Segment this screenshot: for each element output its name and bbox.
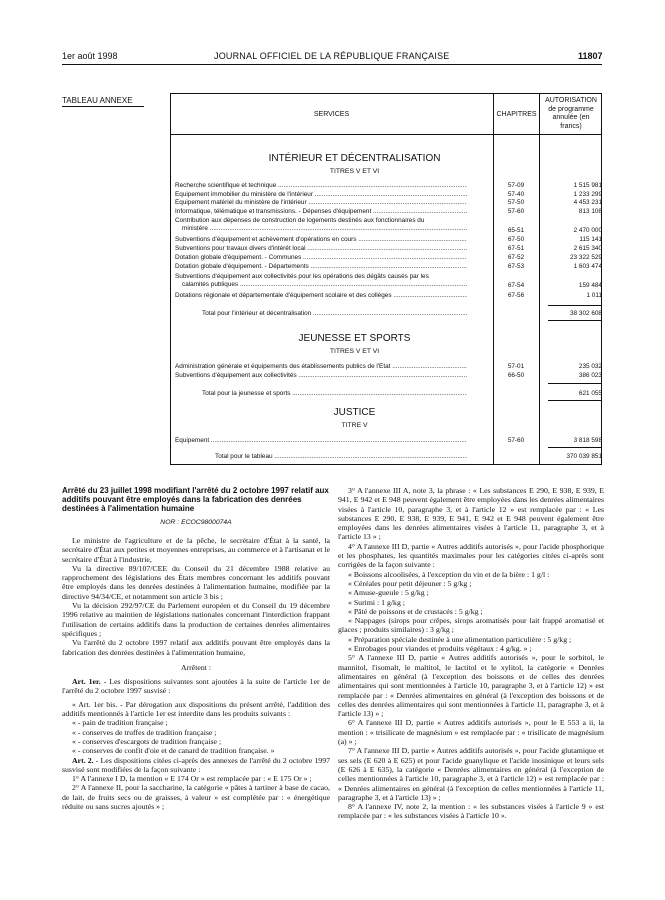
header-rule <box>62 64 602 65</box>
table-row-amount: 2 470 000 <box>573 227 602 234</box>
table-row-label: Informatique, télématique et transmissions. - Dépenses d'équipement ..... <box>175 208 467 215</box>
table-row-chapter: 57-60 <box>507 437 525 444</box>
section-total-label: Total pour l'intérieur et décentralisation ..... <box>202 310 467 317</box>
decree-title: Arrêté du 23 juillet 1998 modifiant l'arrêté du 2 octobre 1997 relatif aux additifs pouvant être employés dans la fabrication des denrées destinées à l'alimentation humaine <box>62 486 329 513</box>
paragraph: 8° A l'annexe IV, note 2, la mention : « les substances visées à l'article 9 » est remplacée par : « les substances visées à l'article 10 ». <box>338 802 604 821</box>
annex-label: TABLEAU ANNEXE <box>62 96 133 105</box>
table-row-chapter: 57-40 <box>507 190 525 198</box>
table-row-amount: 235 032 <box>578 363 602 370</box>
issue-date: 1er août 1998 <box>62 51 118 61</box>
article-1bis: « Art. 1er bis. - Par dérogation aux dispositions du présent arrêté, l'addition des additifs mentionnés à l'article 1er est interdite dans les produits suivants : <box>62 699 330 719</box>
section-total-amount: 621 055 <box>578 390 602 397</box>
paragraph: Vu la directive 89/107/CEE du Conseil du 21 décembre 1988 relative au rapprochement des législations des États membres concernant les additifs pouvant être employés dans les denrées destinées à l'alimentation humaine, modifiée par la directive 94/34/CE, et notamment son article 3 bis ; <box>62 563 330 601</box>
paragraph: 7° A l'annexe III D, partie « Autres additifs autorisés », pour l'acide glutamique et ses sels (E 620 à E 625) et pour l'acide guanylique et l'acide inosinique et leurs sels (E 626 à E 635), la catégorie « Denrées alimentaires en général (à l'exception de celles mentionnées à l'article 10, paragraphe 3, et à l'article 12) » est remplacée par : « Denrées alimentaires en général (à l'exception de celles mentionnées à l'article 11, paragraphe 3, et à l'article 13) » ; <box>338 746 604 802</box>
article-2-heading: Art. 2. <box>72 755 94 765</box>
table-row-amount: 23 322 529 <box>570 254 602 261</box>
table-row-amount: 159 484 <box>578 282 602 289</box>
paragraph: Le ministre de l'agriculture et de la pêche, le secrétaire d'État à la santé, la secrétaire d'État aux petites et moyennes entreprises, au commerce et à l'artisanat et le secrétaire d'État à l'industrie, <box>62 536 330 564</box>
subtotal-rule <box>548 305 602 306</box>
table-row-chapter: 67-52 <box>507 254 525 261</box>
annex-label-rule <box>62 106 144 107</box>
list-item: « - conserves d'escargots de tradition française ; <box>72 736 222 746</box>
table-row-label: Dotations régionale et départementale d'équipement scolaire et des collèges ..... <box>175 292 467 299</box>
table-row-chapter: 65-51 <box>507 227 525 234</box>
table-row-label: Recherche scientifique et technique ..... <box>175 182 467 189</box>
table-total-label: Total pour le tableau ..... <box>215 453 467 460</box>
list-item: « Amuse-gueule : 5 g/kg ; <box>348 588 429 598</box>
table-row-chapter: 67-51 <box>507 245 525 252</box>
table-row-chapter: 57-60 <box>507 207 525 215</box>
total-rule <box>548 400 602 401</box>
article-1-text: - Les dispositions suivantes sont ajoutées à la suite de l'article 1er de l'arrêté du 2 octobre 1997 susvisé : <box>62 677 330 696</box>
paragraph: 3° A l'annexe III A, note 3, la phrase : « Les substances E 290, E 938, E 939, E 941, E 942 et E 948 peuvent également être employées dans les denrées alimentaires visées à l'article 10, paragraphe 3, et à l'article 12 » est remplacée par : « Les substances E 290, E 938, E 939, E 941, E 942 et E 948 peuvent également être employées dans les denrées alimentaires visées à l'article 11, paragraphe 3, et à l'article 13 » ; <box>338 486 604 542</box>
table-row-amount: 813 108 <box>578 207 602 215</box>
col-header-autorisation: AUTORISATION de programme annulée (en francs) <box>545 97 597 130</box>
table-row-label: Administration générale et équipements des établissements publics de l'État ..... <box>175 363 467 370</box>
table-row-label: Subventions d'équipement aux collectivités ..... <box>175 372 467 379</box>
section-title: INTÉRIEUR ET DÉCENTRALISATION <box>268 153 441 164</box>
table-row-amount: 386 023 <box>578 372 602 379</box>
table-row-chapter: 66-50 <box>507 372 525 379</box>
paragraph: 2° A l'annexe II, pour la saccharine, la catégorie « pâtes à tartiner à base de cacao, de lait, de fruits secs ou de graisses, à valeur » est complétée par : « énergétique réduite ou sans sucres ajoutés » ; <box>62 783 330 812</box>
table-row-amount: 115 141 <box>579 236 602 243</box>
list-item: « Enrobages pour viandes et produits végétaux : 4 g/kg. » ; <box>348 644 532 654</box>
table-row-amount: 4 453 231 <box>573 199 602 206</box>
table-row-label: Subventions pour travaux divers d'intérêt local ..... <box>175 245 467 252</box>
paragraph: Vu la décision 292/97/CE du Parlement européen et du Conseil du 19 décembre 1996 relative au maintien de législations nationales concernant l'interdiction frappant l'utilisation de certains additifs dans la production de certaines denrées alimentaires spécifiques ; <box>62 601 330 638</box>
table-row-chapter: 57-50 <box>507 199 525 206</box>
section-total-amount: 38 302 608 <box>570 310 602 317</box>
nor-reference: NOR : ECOC9800074A <box>160 519 232 526</box>
table-row-chapter: 67-56 <box>507 292 525 299</box>
section-title: JUSTICE <box>333 407 376 418</box>
table-row-label: Subventions d'équipement et achèvement d'opérations en cours ..... <box>175 236 467 243</box>
list-item: « Boissons alcoolisées, à l'exception du vin et de la bière : 1 g/l : <box>348 569 550 579</box>
article-2-text: - Les dispositions citées ci-après des annexes de l'arrêté du 2 octobre 1997 susvisé sont modifiées de la façon suivante : <box>62 755 330 774</box>
paragraph: 4° A l'annexe III D, partie « Autres additifs autorisés », pour l'acide phosphorique et les phosphates, les quantités maximales pour les catégories citées ci-après sont corrigées de la façon suivante : <box>338 541 604 570</box>
list-item: « Nappages (sirops pour crêpes, sirops aromatisés pour lait frappé aromatisé et glaces ; produits similaires) : 3 g/kg ; <box>338 616 604 635</box>
table-row-amount: 1 515 981 <box>573 182 602 189</box>
list-item: « - pain de tradition française ; <box>72 718 168 728</box>
table-row-label-cont: calamités publiques ..... <box>182 281 467 288</box>
table-row-amount: 3 818 598 <box>573 437 602 444</box>
table-row-label: Dotation globale d'équipement. - Départements ..... <box>175 263 467 270</box>
paragraph: 6° A l'annexe III D, partie « Autres additifs autorisés », pour le E 553 a ii, la mention : « trisilicate de magnésium » est remplacée par : « trisilicate de magnésium (a) » ; <box>338 718 604 747</box>
table-row-label: Équipement matériel du ministère de l'intérieur ..... <box>175 199 467 206</box>
table-row-chapter: 57-01 <box>507 363 525 370</box>
subtotal-rule <box>548 447 602 448</box>
section-subtitle: TITRES V ET VI <box>329 348 380 355</box>
subtotal-rule <box>548 383 602 384</box>
table-row-label: Équipement ..... <box>175 437 467 444</box>
paragraph: 1° A l'annexe I D, la mention « E 174 Or » est remplacée par : « E 175 Or » ; <box>72 774 312 784</box>
table-row-chapter: 67-54 <box>507 282 525 289</box>
total-rule <box>548 320 602 321</box>
table-total-amount: 370 039 851 <box>566 453 602 460</box>
journal-title: JOURNAL OFFICIEL DE LA RÉPUBLIQUE FRANÇAISE <box>214 51 450 61</box>
col-header-services: SERVICES <box>313 111 350 118</box>
list-item: « - conserves de confit d'oie et de canard de tradition française. » <box>72 746 275 756</box>
section-title: JEUNESSE ET SPORTS <box>298 333 411 344</box>
article-1-heading: Art. 1er. <box>72 677 101 687</box>
table-row-label: Subventions d'équipement aux collectivités pour les opérations des dégâts causés par les <box>175 273 429 280</box>
section-subtitle: TITRE V <box>341 422 368 429</box>
table-row-amount: 1 011 <box>586 292 602 299</box>
paragraph: Vu l'arrêté du 2 octobre 1997 relatif aux additifs pouvant être employés dans la fabrication des denrées destinées à l'alimentation humaine, <box>62 638 330 657</box>
table-row-chapter: 67-50 <box>507 236 525 243</box>
list-item: « Céréales pour petit déjeuner : 5 g/kg ; <box>348 578 472 588</box>
table-row-chapter: 67-53 <box>507 263 525 270</box>
table-header-rule <box>170 134 602 135</box>
list-item: « Préparation spéciale destinée à une alimentation particulière : 5 g/kg ; <box>348 634 572 644</box>
list-item: « - conserves de truffes de tradition française ; <box>72 727 217 737</box>
table-row-amount: 2 615 340 <box>573 245 602 252</box>
page-number: 11807 <box>578 51 603 61</box>
section-subtitle: TITRES V ET VI <box>329 168 380 175</box>
table-row-chapter: 57-09 <box>507 182 525 189</box>
list-item: « Surimi : 1 g/kg ; <box>348 597 405 607</box>
col-header-chapitres: CHAPITRES <box>496 111 537 118</box>
table-row-label-cont: ministère ..... <box>182 225 467 232</box>
arretent: Arrêtent : <box>180 662 212 672</box>
table-row-label: Contribution aux dépenses de construction de logements destinés aux fonctionnaires du <box>175 217 425 224</box>
paragraph: 5° A l'annexe III D, partie « Autres additifs autorisés », pour le sorbitol, le mannitol, l'isomalt, le maltitol, le lactitol et le xylitol, la catégorie « Denrées alimentaires en général (à l'exception des boissons et de celles des denrées alimentaires qui sont mentionnées à l'article 10, paragraphe 3, et à l'article 12) » est remplacée par : « Denrées alimentaires en général (à l'exception des boissons et de celles des denrées alimentaires qui sont mentionnées à l'article 11, paragraphe 3, et à l'article 13) » ; <box>338 653 604 719</box>
right-column <box>338 486 604 821</box>
table-row-amount: 1 603 474 <box>573 263 602 270</box>
table-row-label: Équipement immobilier du ministère de l'intérieur ..... <box>175 191 467 198</box>
list-item: « Pâté de poissons et de crustacés : 5 g/kg ; <box>348 606 483 616</box>
table-row-amount: 1 233 299 <box>573 190 602 198</box>
table-col-divider-2 <box>539 93 540 465</box>
table-row-label: Dotation globale d'équipement. - Communes ..... <box>175 254 467 261</box>
section-total-label: Total pour la jeunesse et sports ..... <box>202 390 467 397</box>
left-column <box>62 486 330 811</box>
